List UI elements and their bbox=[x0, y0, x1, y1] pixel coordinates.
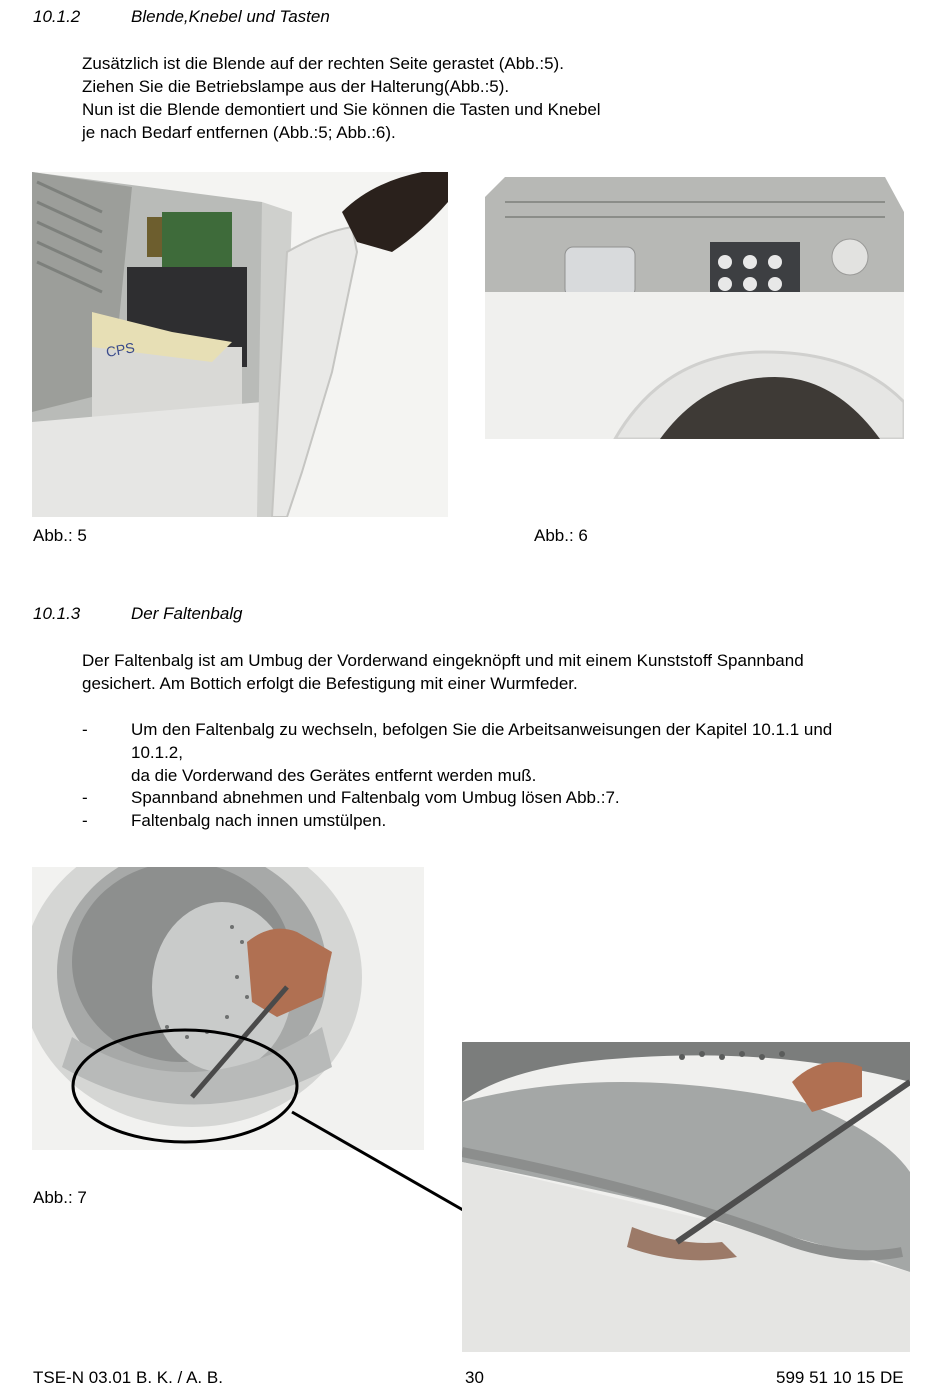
bullet-line: da die Vorderwand des Gerätes entfernt werden muß. bbox=[131, 766, 537, 785]
highlight-callout bbox=[60, 1020, 480, 1220]
caption-abb5: Abb.: 5 bbox=[33, 526, 87, 545]
bullet-item bbox=[131, 786, 620, 809]
footer-left: TSE-N 03.01 B. K. / A. B. bbox=[33, 1368, 223, 1387]
section-title-blende: Blende,Knebel und Tasten bbox=[131, 7, 330, 26]
bullet-dash: - bbox=[82, 720, 88, 739]
section2-paragraph bbox=[82, 649, 932, 695]
bullet-line: 10.1.2, bbox=[131, 743, 183, 762]
handwritten-label: CPS bbox=[104, 339, 136, 360]
section-number-10-1-3: 10.1.3 bbox=[33, 604, 81, 623]
bullet-item bbox=[131, 718, 931, 787]
body-line: gesichert. Am Bottich erfolgt die Befestigung mit einer Wurmfeder. bbox=[82, 674, 578, 693]
bullet-line: Spannband abnehmen und Faltenbalg vom Umbug lösen Abb.:7. bbox=[131, 788, 620, 807]
footer-right: 599 51 10 15 DE bbox=[776, 1368, 904, 1387]
body-line: je nach Bedarf entfernen (Abb.:5; Abb.:6). bbox=[82, 123, 396, 142]
body-line: Ziehen Sie die Betriebslampe aus der Halterung(Abb.:5). bbox=[82, 77, 510, 96]
bullet-dash: - bbox=[82, 788, 88, 807]
caption-abb7: Abb.: 7 bbox=[33, 1188, 87, 1207]
footer-page-number: 30 bbox=[465, 1368, 484, 1387]
photo-abb5-front-panel-removal bbox=[32, 172, 448, 517]
body-line: Zusätzlich ist die Blende auf der rechten Seite gerastet (Abb.:5). bbox=[82, 54, 564, 73]
bullet-dash: - bbox=[82, 811, 88, 830]
bullet-line: Faltenbalg nach innen umstülpen. bbox=[131, 811, 387, 830]
photo-abb6-controls bbox=[485, 172, 904, 439]
section1-body bbox=[82, 52, 922, 144]
bullet-line: Um den Faltenbalg zu wechseln, befolgen Sie die Arbeitsanweisungen der Kapitel 10.1.1 und bbox=[131, 720, 833, 739]
section-title-faltenbalg: Der Faltenbalg bbox=[131, 604, 243, 623]
callout-line bbox=[292, 1112, 463, 1210]
body-line: Nun ist die Blende demontiert und Sie können die Tasten und Knebel bbox=[82, 100, 601, 119]
section-number-10-1-2: 10.1.2 bbox=[33, 7, 81, 26]
body-line: Der Faltenbalg ist am Umbug der Vorderwand eingeknöpft und mit einem Kunststoff Spannband bbox=[82, 651, 804, 670]
highlight-ellipse bbox=[73, 1030, 297, 1142]
bullet-item bbox=[131, 809, 386, 832]
photo-abb7-detail-zoom bbox=[462, 1042, 910, 1352]
caption-abb6: Abb.: 6 bbox=[534, 526, 588, 545]
